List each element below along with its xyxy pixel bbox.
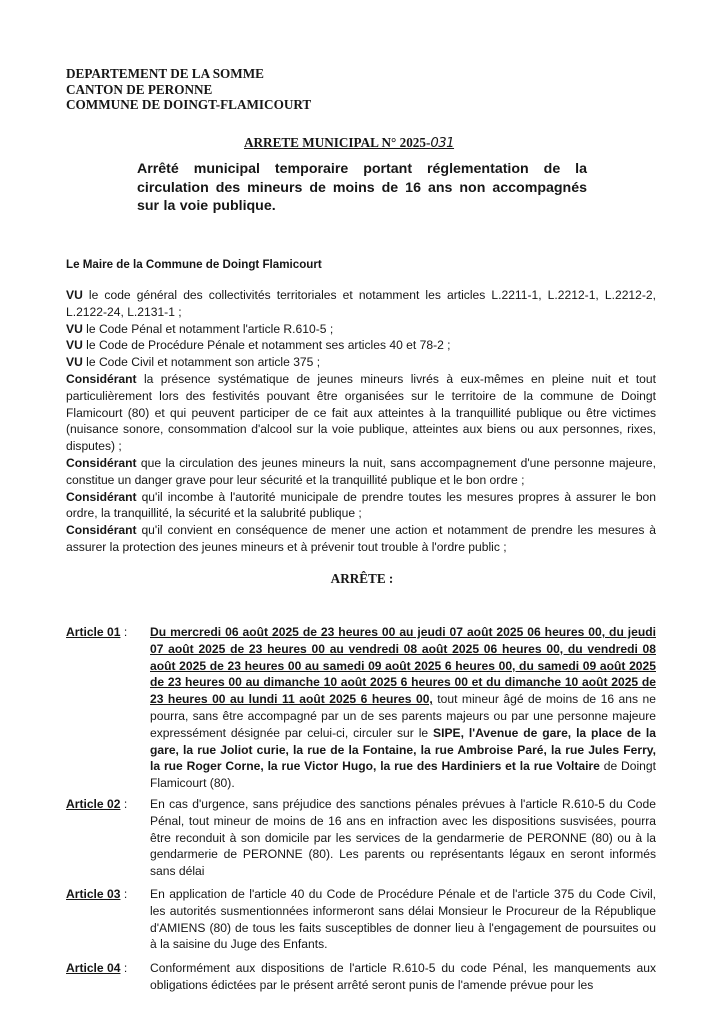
header-commune: COMMUNE DE DOINGT-FLAMICOURT (66, 97, 312, 112)
preamble-text: que la circulation des jeunes mineurs la nuit, sans accompagnement d'une personne majeure, constitue un danger grave pour leur sécurité et la tranquillité publique et le bon ordre ; (66, 455, 656, 487)
document-header (66, 66, 311, 113)
arrete-heading: ARRÊTE : (330, 571, 394, 586)
article-body: En cas d'urgence, sans préjudice des sanctions pénales prévues à l'article R.610-5 du Code Pénal, tout mineur de moins de 16 ans en infraction avec les dispositions susvisées, pourra être reconduit à son domicile par les services de la gendarmerie de PERONNE (80) ou à la gendarmerie de PERONNE (80). Les parents ou représentants légaux en seront informés sans délai (150, 797, 656, 879)
preamble-item (66, 354, 656, 371)
preamble-item (66, 371, 656, 455)
preamble-text: le code général des collectivités territoriales et notamment les articles L.2211-1, L.2212-1, L.2212-2, L.2122-24, L.2131-1 ; (66, 288, 656, 319)
article-01-text: tout mineur âgé de moins de 16 ans ne pourra, sans être accompagné par un de ses parents majeurs ou par une personne majeure expressément désignée par celui-ci, circuler sur le (150, 692, 656, 740)
preamble-item (66, 337, 656, 354)
preamble-lead: VU (66, 355, 83, 370)
preamble-lead: VU (66, 338, 83, 353)
article-label-text: Article 04 (66, 961, 121, 975)
maire-line: Le Maire de la Commune de Doingt Flamicourt (66, 258, 322, 271)
preamble-lead: Considérant (66, 455, 137, 470)
article-01 (66, 624, 656, 792)
preamble-item (66, 321, 656, 338)
article-label-text: Article 02 (66, 797, 121, 811)
preamble-lead: Considérant (66, 489, 137, 504)
preamble-text: qu'il incombe à l'autorité municipale de prendre toutes les mesures propres à assurer le bon ordre, la tranquillité, la sécurité et la salubrité publique ; (66, 489, 656, 521)
preamble-item (66, 522, 656, 556)
article-label-text: Article 01 (66, 625, 121, 639)
article-01-streets: SIPE, l'Avenue de gare, la place de la gare, la rue Joliot curie, la rue de la Fontaine, la rue Ambroise Paré, la rue Jules Ferry, la rue Roger Corne, la rue Victor Hugo, la rue des Hardiniers et la rue Voltaire (150, 725, 656, 774)
preamble-text: le Code de Procédure Pénale et notamment ses articles 40 et 78-2 ; (82, 338, 451, 353)
article-04 (66, 960, 656, 994)
header-canton: CANTON DE PERONNE (66, 81, 213, 97)
preamble-item (66, 287, 656, 321)
preamble-lead: VU (66, 321, 83, 336)
article-body: Conformément aux dispositions de l'article R.610-5 du code Pénal, les manquements aux obligations édictées par le présent arrêté seront punis de l'amende prévue pour les (150, 961, 656, 992)
preamble (66, 287, 656, 556)
arrete-number-prefix: ARRETE MUNICIPAL N° 2025- (244, 135, 431, 150)
article-01-dates: Du mercredi 06 août 2025 de 23 heures 00 au jeudi 07 août 2025 06 heures 00, du jeudi 07 août 2025 de 23 heures 00 au vendredi 08 août 2025 06 heures 00, du vendredi 08 août 2025 de 23 heures 00 au samedi 09 août 2025 6 heures 00, du samedi 09 août 2025 de 23 heures 00 au dimanche 10 août 2025 6 heures 00 et du dimanche 10 août 2025 de 23 heures 00 au lundi 11 août 2025 6 heures 00, (150, 625, 656, 707)
article-label-text: Article 03 (66, 887, 121, 901)
preamble-text: le Code Civil et notamment son article 375 ; (82, 355, 321, 370)
article-label (66, 960, 148, 977)
preamble-text: la présence systématique de jeunes mineurs livrés à eux-mêmes en pleine nuit et tout particulièrement lors des festivités pouvant être organisées sur le territoire de la commune de Doingt Flamicourt (80) et qui peuvent participer de ce fait aux atteintes à la tranquillité publique ou être victimes (nuisance sonore, consommation d'alcool sur la voie publique, atteintes aux biens ou aux personnes, rixes, disputes) ; (66, 371, 656, 454)
article-02 (66, 796, 656, 880)
article-01-text-end: de Doingt Flamicourt (80). (150, 759, 656, 791)
arrete-title: Arrêté municipal temporaire portant réglementation de la circulation des mineurs de moins de 16 ans non accompagnés sur la voie publique. (137, 161, 587, 214)
article-label-colon: : (120, 625, 128, 639)
article-label-colon: : (120, 961, 128, 975)
preamble-text: qu'il convient en conséquence de mener une action et notamment de prendre les mesures à assurer la protection des jeunes mineurs et à prévenir tout trouble à l'ordre public ; (66, 523, 656, 554)
article-label (66, 624, 148, 641)
preamble-item (66, 455, 656, 489)
header-department: DEPARTEMENT DE LA SOMME (66, 66, 264, 81)
article-body (150, 624, 656, 792)
article-body: En application de l'article 40 du Code de Procédure Pénale et de l'article 375 du Code Civil, les autorités susmentionnées informeront sans délai Monsieur le Procureur de la République d'AMIENS (80) de tous les faits susceptibles de donner lieu à l'engagement de poursuites ou à la saisine du Juge des Enfants. (150, 887, 656, 952)
preamble-lead: VU (66, 288, 83, 302)
article-03 (66, 886, 656, 953)
arrete-number (244, 135, 454, 151)
article-label-colon: : (120, 797, 128, 811)
article-label (66, 796, 148, 813)
article-label-colon: : (120, 887, 128, 901)
preamble-item (66, 489, 656, 523)
article-label (66, 886, 148, 903)
preamble-text: le Code Pénal et notamment l'article R.610-5 ; (82, 321, 334, 336)
preamble-lead: Considérant (66, 371, 137, 386)
preamble-lead: Considérant (66, 523, 137, 538)
arrete-number-handwritten: 031 (430, 136, 455, 151)
